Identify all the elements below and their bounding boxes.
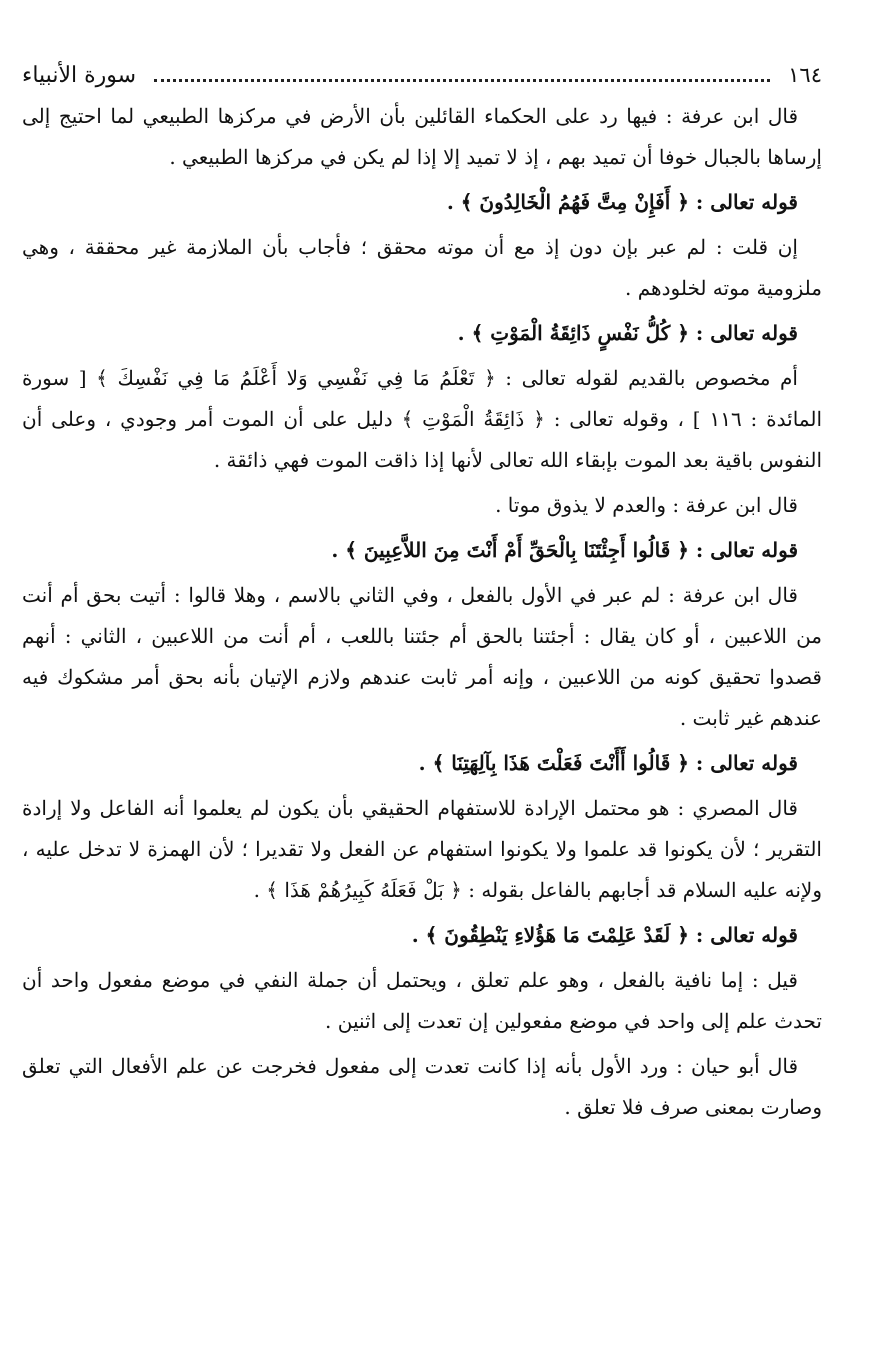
verse-line-laibin: قوله تعالى : ﴿ قَالُوا أَجِئْتَنَا بِالْحَقِّ أَمْ أَنْتَ مِنَ اللاَّعِبِينَ ﴾ . bbox=[331, 538, 798, 562]
verse-line-yantiquun: قوله تعالى : ﴿ لَقَدْ عَلِمْتَ مَا هَؤُلاءِ يَنْطِقُونَ ﴾ . bbox=[411, 923, 798, 947]
book-page bbox=[22, 58, 822, 1348]
verse-line-khaliduun: قوله تعالى : ﴿ أَفَإِنْ مِتَّ فَهُمُ الْخَالِدُونَ ﴾ . bbox=[446, 190, 798, 214]
paragraph-abu-hayyan: قال أبو حيان : ورد الأول بأنه إذا كانت تعدت إلى مفعول فخرجت عن علم الأفعال التي تعلق وصارت بمعنى صرف فلا تعلق . bbox=[22, 1054, 822, 1119]
paragraph-qila: قيل : إما نافية بالفعل ، وهو علم تعلق ، ويحتمل أن جملة النفي في موضع مفعول واحد أن تحدث علم إلى واحد في موضع مفعولين إن تعدت إلى اثنين . bbox=[22, 968, 822, 1033]
verse-line-kull-nafs: قوله تعالى : ﴿ كُلُّ نَفْسٍ ذَائِقَةُ الْمَوْتِ ﴾ . bbox=[457, 321, 798, 345]
paragraph-makhsus: أم مخصوص بالقديم لقوله تعالى : ﴿ تَعْلَمُ مَا فِي نَفْسِي وَلا أَعْلَمُ مَا فِي نَفْسِكَ ﴾ [ سورة المائدة : ١١٦ ] ، وقوله تعالى : ﴿ ذَائِقَةُ الْمَوْتِ ﴾ دليل على أن الموت أمر وجودي ، وعلى أن النفوس باقية بعد الموت بإبقاء الله تعالى لأنها إذا ذاقت الموت فهي ذائقة . bbox=[22, 366, 822, 472]
paragraph-ibn-arafa-earth: قال ابن عرفة : فيها رد على الحكماء القائلين بأن الأرض في مركزها الطبيعي لما احتيج إلى إرساها بالجبال خوفا أن تميد بهم ، إذ لا تميد إلا إذا لم يكن في مركزها الطبيعي . bbox=[22, 104, 822, 169]
paragraph-adam: قال ابن عرفة : والعدم لا يذوق موتا . bbox=[495, 493, 798, 517]
page-number: ١٦٤ bbox=[788, 63, 822, 87]
surah-title: سورة الأنبياء bbox=[22, 62, 137, 88]
paragraph-ibn-arafa-laibin: قال ابن عرفة : لم عبر في الأول بالفعل ، وفي الثاني بالاسم ، وهلا قالوا : أتيت بحق أم أنت من اللاعبين ، أو كان يقال : أجئتنا بالحق أم جئتنا باللعب ، أم أنت من اللاعبين ، الثاني : أنهم قصدوا تحقيق كونه من اللاعبين ، وإنه أمر ثابت عندهم ولازم الإتيان بأنه بحق أمر مشكوك فيه عندهم غير ثابت . bbox=[22, 583, 822, 730]
verse-line-aalihatina: قوله تعالى : ﴿ قَالُوا أَأَنْتَ فَعَلْتَ هَذَا بِآلِهَتِنَا ﴾ . bbox=[418, 751, 798, 775]
paragraph-masri: قال المصري : هو محتمل الإرادة للاستفهام الحقيقي بأن يكون لم يعلموا أنه الفاعل ولا إرادة التقرير ؛ لأن يكونوا قد علموا ولا يكونوا استفهام عن الفعل ولا تقديرا ؛ لأن الهمزة لا تدخل عليه ، ولإنه عليه السلام قد أجابهم بالفاعل بقوله : ﴿ بَلْ فَعَلَهُ كَبِيرُهُمْ هَذَا ﴾ . bbox=[22, 796, 822, 902]
dotted-leader bbox=[154, 79, 770, 82]
running-head bbox=[22, 58, 822, 92]
paragraph-in-qulta: إن قلت : لم عبر بإن دون إذ مع أن موته محقق ؛ فأجاب بأن الملازمة غير محققة ، وهي ملزومية موته لخلودهم . bbox=[22, 235, 822, 300]
